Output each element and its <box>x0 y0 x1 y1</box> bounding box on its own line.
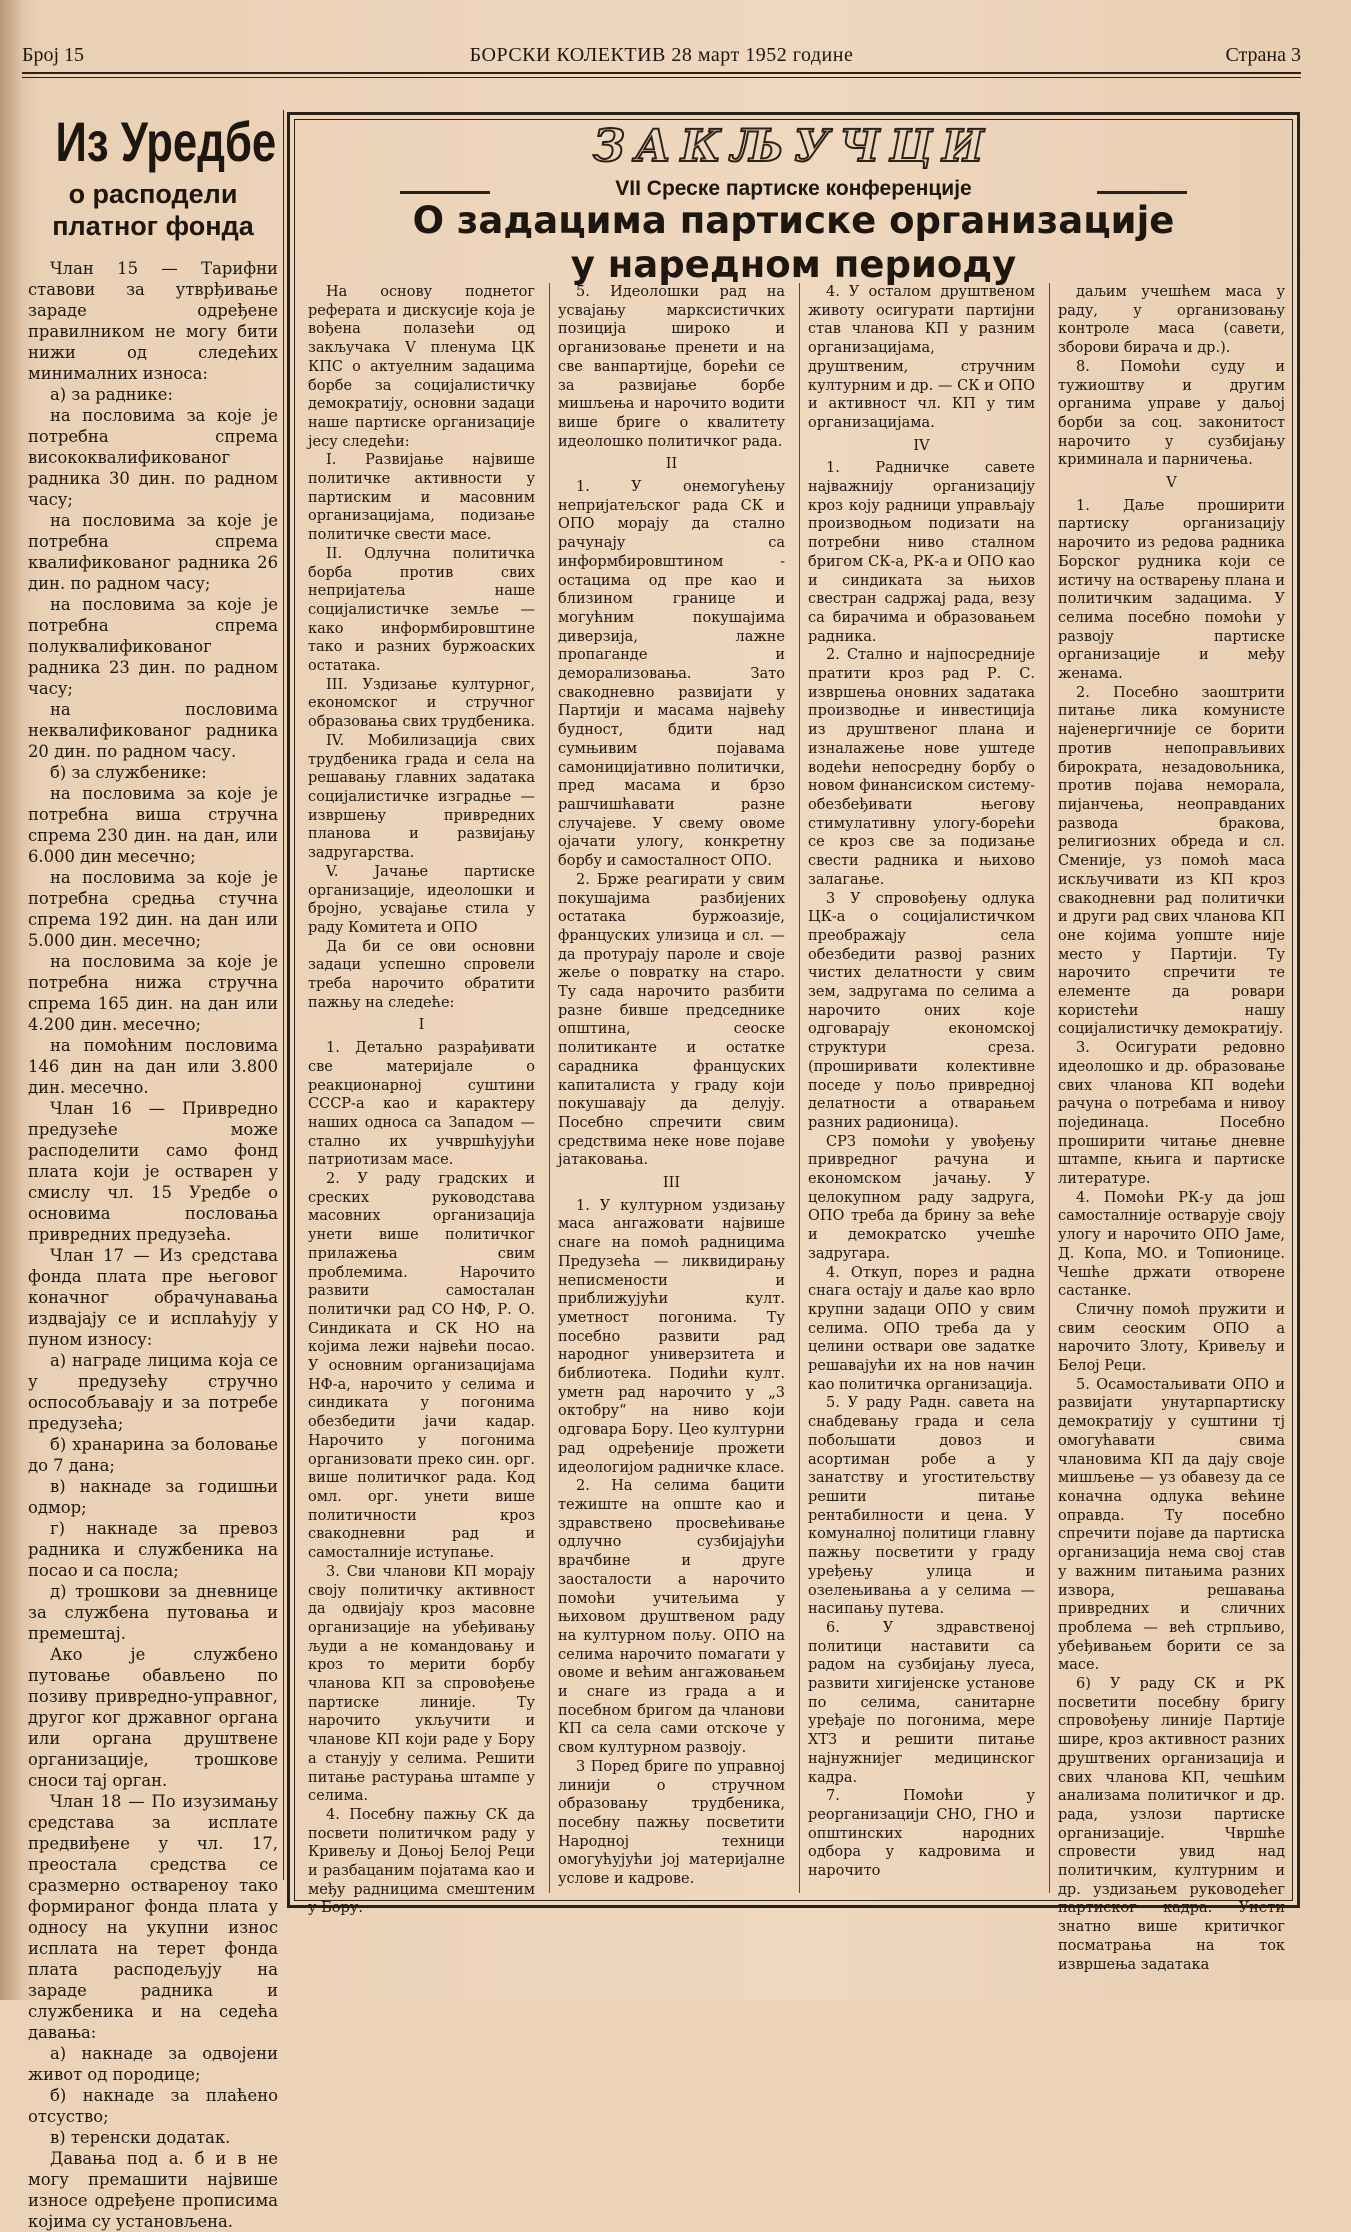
article-paragraph: 6) У раду СК и РК посветити посебну бригу спровођењу линије Партије шире, кроз активност разних друштвених организација и свих чланова КП, чешћим анализама политичког и др. рада, узлози партиске организације. Чвршће спровести увид над политичким, културним и др. уздизањем руководећег партиског кадра. Унети знатно више критичког посматрања на ток извршења задатака <box>1058 1676 1285 1973</box>
article-paragraph: 2. У раду градских и среских руководстава масовних организација унети више политичког прилажења свим проблемима. Нарочито развити самосталан политички рад СО НФ, Р. О. Синдиката и СК НО на којима лежи највећи посао. У основним организацијама НФ-а, нарочито у селима и синдиката у погонима обезбедити јачи кадар. Нарочито у погонима организовати преко син. орг. више политичког рада. Код омл. орг. унети више политичности кроз свакодневни рад и самосталније иступање. <box>308 1171 535 1562</box>
left-article-title: Из Уредбе <box>55 110 277 173</box>
main-column-1 <box>308 283 536 1917</box>
left-paragraph: в) накнаде за годишњи одмор; <box>28 1477 278 1517</box>
left-paragraph: Ако је службено путовање обављено по позиву привредно-управног, другог ког државног органа или органа друштвене организације, трошкове сноси тај орган. <box>28 1645 278 1790</box>
left-paragraph: а) награде лицима која се у предузећу стручно оспособљавају и за потребе предузећа; <box>28 1351 278 1433</box>
main-article-title <box>290 199 1297 287</box>
article-paragraph: 3. Осигурати редовно идеолошко и др. образовање свих чланова КП водећи рачуна о потребама и нивоу појединаца. Посебно проширити читање дневне штампе, књига и партиске литературе. <box>1058 1040 1285 1188</box>
article-paragraph: СРЗ помоћи у увођењу привредног рачуна и економском јачању. У целокупном раду задруга, ОПО треба да брину за веће и демократско учешће задругара. <box>808 1133 1035 1262</box>
article-paragraph: 3 Поред бриге по управној линији о стручном образовању трудбеника, посебну пажњу посветити Народној техници омогућујући јој материјалне услове и кадрове. <box>558 1758 785 1888</box>
left-paragraph: а) за раднике: <box>50 385 173 404</box>
main-article-box <box>287 112 1300 1973</box>
page-header <box>22 40 1301 74</box>
article-paragraph: 6. У здравственој политици наставити са радом на сузбијању луеса, развити хигијенске установе по селима, санитарне уређаје по погонима, мере ХТЗ и решити питање најнужнијег медицинског кадра. <box>808 1619 1035 1786</box>
section-numeral: III <box>662 1175 681 1192</box>
main-column-4 <box>1049 283 1285 1973</box>
left-paragraph: на пословима неквалификованог радника 20 дин. по радном часу. <box>28 700 278 761</box>
left-paragraph: Члан 18 — По изузимању средстава за исплате предвиђене у чл. 17, преостала средства се сразмерно оствареноу тако формираног фонда плата у односу на укупни износ исплата на терет фонда плата расподељују на зараде радника и службеника и на седећа давања: <box>28 1792 278 2042</box>
column-divider <box>283 110 284 1880</box>
article-paragraph: 3 У спровођењу одлука ЦК-а о социјалистичком преображају села обезбедити развој разних чистих делатности у свим зем, задругама по селима а нарочито оних које одговарају економској структури среза. (проширивати колективне поседе у пољо привредној делатности а отварањем разних радионица). <box>808 890 1035 1131</box>
main-title-line-1: О задацима партиске организације <box>412 199 1175 242</box>
main-column-2 <box>549 283 785 1893</box>
left-paragraph: на помоћним пословима 146 дин на дан или 3.800 дин. месечно. <box>28 1036 278 1097</box>
left-article-body <box>28 258 278 2232</box>
left-paragraph: на пословима за које је потребна спрема полуквалификованог радника 23 дин. по радном часу; <box>28 595 278 698</box>
article-paragraph: V. Јачање партиске организације, идеолошки и бројно, усвајање стила у раду Комитета и ОПО <box>308 863 535 936</box>
left-paragraph: на пословима за које је потребна спрема квалификованог радника 26 дин. по радном часу; <box>28 511 278 593</box>
left-paragraph: д) трошкови за дневнице за службена путовања и премештај. <box>28 1582 278 1643</box>
left-paragraph: Члан 16 — Привредно предузеће може расподелити само фонд плата који је остварен у смислу чл. 15 Уредбе о основима пословања привредних предузећа. <box>28 1099 278 1244</box>
left-paragraph: б) хранарина за боловање до 7 дана; <box>28 1435 278 1475</box>
article-paragraph: 8. Помоћи суду и тужиоштву и другим органима управе у даљој борби за соц. законитост нарочито у сузбијању криминала и парничења. <box>1058 358 1285 469</box>
header-rule-thin <box>22 77 1301 78</box>
left-paragraph: г) накнаде за превоз радника и службеника на посао и са посла; <box>28 1519 278 1580</box>
article-paragraph: 5. Осамостаљивати ОПО и развијати унутарпартиску демократију у суштини тј омогућавати свима члановима КП да дају своје мишљење — уз обавезу да се коначна одлука већине оправда. Ту посебно спречити појаве да партиска организација нема свој став у важним питањима разних извора, решавања привредних и сличних проблема — већ стрпљиво, убеђивањем борити се за масе. <box>1058 1376 1285 1674</box>
main-article-kicker: ЗАКЉУЧЦИ <box>593 121 994 172</box>
article-paragraph: I. Развијање највише политичке активности у партиским и масовним организацијама, подизање политичке свести масе. <box>308 452 535 544</box>
section-numeral: V <box>1166 475 1177 492</box>
article-paragraph: Сличну помоћ пружити и свим сеоским ОПО а нарочито Злоту, Кривељу и Белој Реци. <box>1058 1301 1285 1375</box>
article-paragraph: 2. Стално и најпосредније пратити кроз рад Р. С. извршења оновних задатака производње и инвестиција из друштвеног плана и изналажење нове уштеде водећи непосредну борбу о новом финансиском систему-обезбеђивати његову стимулативну улогу-борећи се кроз све за подизање свести радника и њихово залагање. <box>808 647 1035 888</box>
main-article-columns <box>308 283 1285 1973</box>
article-paragraph: 1. У онемогућењу непријатељског рада СК и ОПО морају да стално рачунају са информбировштином - остацима од пре као и близином границе и могућним покушајима диверзија, лажне пропаганде и деморализовања. Зато свакодневно развијати у Партији и масама највећу будност, бдити над сумњивим појавама самоницијативно политички, пред масама и брзо рашчишћавати разне случајеве. У свему овоме ојачати улогу, конкретну борбу и самосталност ОПО. <box>558 479 785 870</box>
article-paragraph: На основу поднетог реферата и дискусије која је вођена полазећи од закључака V пленума ЦК КПС о актуелним задацима борбе за социјалистичку демократију, основни задаци наше партиске организације јесу следећи: <box>308 284 535 450</box>
left-paragraph: Члан 17 — Из средстава фонда плата пре његовог коначног обрачунавања издвајају се и исплаћују у пуном износу: <box>28 1246 278 1349</box>
kicker-rule-right <box>1097 191 1187 194</box>
article-paragraph: 5. Идеолошки рад на усвајању марксистичких позиција широко и организовање пренети и на све ванпартијце, борећи се за развијање борбе мишљења и нарочито водити више бриге о квалитету идеолошко политичког рада. <box>558 284 785 450</box>
article-paragraph: 4. Посебну пажњу СК да посвети политичком раду у Кривељу и Доњој Белој Реци и разбацаним појатама као и међу радницима смештеним у Бору. <box>308 1806 535 1917</box>
article-paragraph: 2. Брже реагирати у свим покушајима разбијених остатака буржоазије, француских улизица и сл. — да протурају пароле и своје жеље о повратку на старо. Ту сада нарочито разбити разне бивше председнике општина, сеоске политиканте и остатке сарадника француских капиталиста у граду који покушавају да делују. Посебно спречити свим средствима неке нове појаве јатаковања. <box>558 871 785 1169</box>
issue-number: Број 15 <box>22 44 85 66</box>
article-paragraph: 1. У културном уздизању маса ангажовати највише снаге на помоћ радницима Предузећа — ликвидирању неписмености и приближујући култ. уметност погонима. Ту посебно развити рад народног универзитета и библиотека. Подићи култ. уметн рад нарочито у „3 октобру“ на ниво који одговара Бору. Цео културни рад одређеније прожети идеологијом радничке класе. <box>558 1197 785 1476</box>
article-paragraph: даљим учешћем маса у раду, у организовању контроле маса (савети, зборови бирача и др.). <box>1058 284 1285 357</box>
article-paragraph: 4. У осталом друштвеном животу осигурати партијни став чланова КП у разним организацијама, друштвеним, стручним културним и др. — СК и ОПО и активност чл. КП у тим организацијама. <box>808 284 1035 431</box>
header-rule <box>22 72 1301 74</box>
article-paragraph: 3. Сви чланови КП морају своју политичку активност да одвијају кроз масовне организације на убеђивању људи а не командовању и кроз то мерити борбу чланова КП за спровођење партиске линије. Ту нарочито укључити и чланове КП који раде у Бору а станују у селима. Решити питање растурања штампе у селима. <box>308 1563 535 1805</box>
left-paragraph: в) теренски додатак. <box>50 2128 231 2147</box>
article-paragraph: 2. Посебно заоштрити питање лика комунисте најенергичније се борити против непоправљивих бирократа, незадовољника, против појава неморала, пијанчења, неоправданих развода бракова, религиозних обреда и сл. Сменије, уз помоћ маса искључивати из КП кроз свакодневни рад политички и други рад свих чланова КП оне којима уопште није место у Партији. Ту нарочито спречити те елементе да ровари користећи нашу социјалистичку демократију. <box>1058 684 1285 1038</box>
article-paragraph: 2. На селима бацити тежиште на опште као и здравствено просвећивање одлучно сузбијајући врачбине и друге заосталости а нарочито помоћи учитељима у њиховом друштвеном раду на културном пољу. ОПО на селима нарочито помагати у овоме и већим ангажовањем и снаге из града а и посебном бригом да чланови КП са села сами отскоче у свом културном развоју. <box>558 1478 785 1757</box>
masthead-date: БОРСКИ КОЛЕКТИВ 28 март 1952 године <box>469 44 854 66</box>
article-paragraph: 1. Радничке савете најважнију организацију кроз коју радници управљају производњом подизати на потребни ниво сталном бригом СК-а, РК-а и ОПО као и синдиката за њихов свестран садржај рада, везу са бирачима и образовањем радника. <box>808 460 1035 645</box>
left-paragraph: б) накнаде за плаћено отсуство; <box>28 2086 278 2126</box>
article-paragraph: 1. Даље проширити партиску организацију нарочито из редова радника Борског рудника који се истичу на остварењу плана и политичким задацима. У селима посебно помоћи у развоју партиске организације и међу женама. <box>1058 497 1285 683</box>
left-paragraph: на пословима за које је потребна спрема висококвалификованог радника 30 дин. по радном часу; <box>28 406 278 509</box>
article-paragraph: 4. Помоћи РК-у да још самосталније остварује своју улогу и нарочито ОПО Јаме, Д. Копа, МО. и Топионице. Чешће држати отворене састанке. <box>1058 1189 1285 1300</box>
article-paragraph: 4. Откуп, порез и радна снага остају и даље као врло крупни задаци ОПО у свим селима. ОПО треба да у целини оствари ове задатке решавајући их на нов начин као политичка организација. <box>808 1264 1035 1393</box>
article-paragraph: 5. У раду Радн. савета на снабдевању града и села побољшати довоз и асортиман робе а у занатству и угоститељству решити питање рентабилности и цена. У комуналној политици главну пажњу посветити у граду уређењу улица и озелењивања а у селима — насипању путева. <box>808 1395 1035 1618</box>
article-paragraph: 7. Помоћи у реорганизацији СНО, ГНО и општинских народних одбора у кадровима и нарочито <box>808 1788 1035 1880</box>
left-paragraph: а) накнаде за одвојени живот од породице; <box>28 2044 278 2084</box>
main-title-line-2: у наредном периоду <box>570 243 1017 286</box>
article-paragraph: 1. Детаљно разрађивати све материјале о реакционарној суштини СССР-а као и карактеру наших односа са Западом — стално их учвршћујући патриотизам масе. <box>308 1040 535 1169</box>
page-fold-shadow <box>0 0 22 2000</box>
left-paragraph: б) за службенике: <box>50 763 207 782</box>
left-article-subtitle: о расподели платног фонда <box>52 179 254 241</box>
left-paragraph: на пословима за које је потребна нижа стручна спрема 165 дин. на дан или 4.200 дин. месечно; <box>28 952 278 1034</box>
section-numeral: II <box>665 456 678 473</box>
left-paragraph: на пословима за које је потребна виша стручна спрема 230 дин. на дан, или 6.000 дин месечно; <box>28 784 278 866</box>
main-column-3 <box>799 283 1035 1893</box>
article-paragraph: IV. Мобилизација свих трудбеника града и села на решавању главних задатака социјалистичке изградње — извршењу привредних планова и развијању задругарства. <box>308 732 535 862</box>
left-article <box>28 110 278 2231</box>
left-paragraph: Давања под а. б и в не могу премашити највише износе одређене прописима којима су установљена. <box>28 2149 278 2231</box>
main-article-subkicker: VII Среске партиске конференције <box>615 177 972 200</box>
page-number: Страна 3 <box>1225 44 1301 66</box>
article-paragraph: II. Одлучна политичка борба против свих непријатеља наше социјалистичке земље — како информбировштине тако и разних буржоаских остатака. <box>308 545 535 675</box>
article-paragraph: Да би се ови основни задаци успешно спровели треба нарочито обратити пажњу на следеће: <box>308 938 535 1011</box>
left-paragraph: на пословима за које је потребна средња стучна спрема 192 дин. на дан или 5.000 дин. месечно; <box>28 868 278 950</box>
left-paragraph: Члан 15 — Тарифни ставови за утврђивање зараде одређене правилником не могу бити нижи од следећих минималних износа: <box>28 259 278 383</box>
section-numeral: IV <box>913 437 930 454</box>
section-numeral: I <box>418 1017 425 1034</box>
article-paragraph: III. Уздизање културног, економског и стручног образовања свих трудбеника. <box>308 676 536 731</box>
